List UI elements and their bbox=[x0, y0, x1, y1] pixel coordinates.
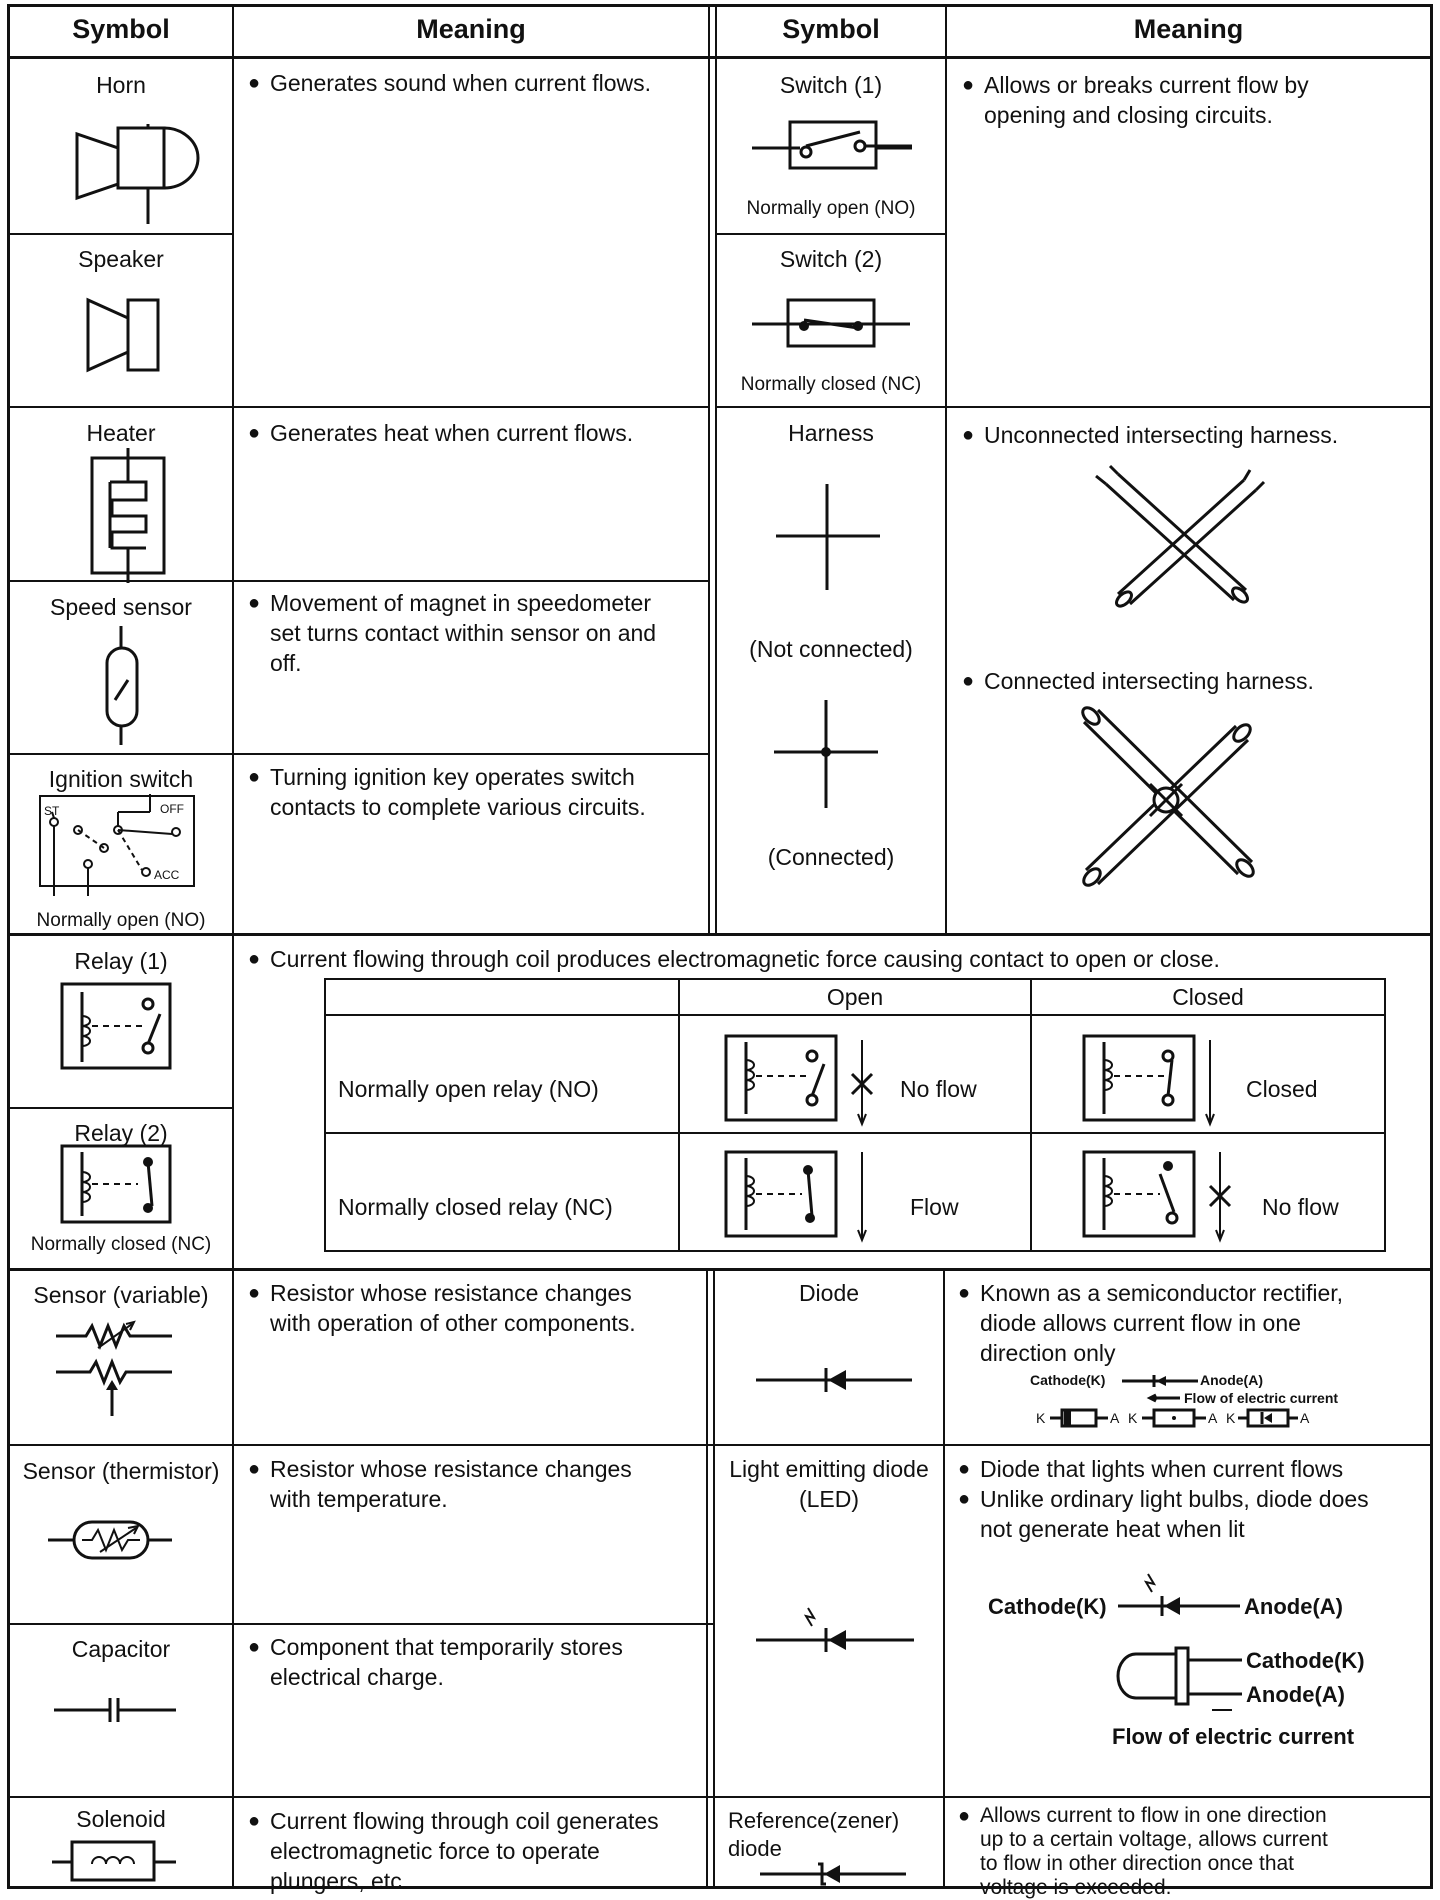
diode-flow-label: Flow of electric current bbox=[1184, 1390, 1339, 1406]
led-meaning-1: ● Diode that lights when current flows bbox=[958, 1456, 1344, 1482]
led-anode-pin: Anode(A) bbox=[1246, 1682, 1345, 1707]
heater-meaning: ● Generates heat when current flows. bbox=[248, 420, 634, 446]
header-meaning-left: Meaning bbox=[416, 14, 526, 44]
relay-intro: ● Current flowing through coil produces electromagnetic force causing contact to open or close. bbox=[248, 946, 1220, 972]
diode-k1: K bbox=[1036, 1410, 1046, 1426]
relay-col-closed: Closed bbox=[1172, 984, 1244, 1010]
relay-row-no-label: Normally open relay (NO) bbox=[338, 1076, 599, 1102]
switch2-sub: Normally closed (NC) bbox=[740, 374, 922, 395]
relay-no-closed-state: Closed bbox=[1246, 1076, 1318, 1102]
diode-label: Diode bbox=[798, 1280, 860, 1306]
thermistor-label: Sensor (thermistor) bbox=[22, 1458, 220, 1484]
switch1-sub: Normally open (NO) bbox=[746, 198, 916, 219]
ignition-st: ST bbox=[44, 804, 60, 818]
switch1-label: Switch (1) bbox=[779, 72, 883, 98]
harness-connected-meaning: ● Connected intersecting harness. bbox=[962, 668, 1314, 694]
zener-meaning: ● Allows current to flow in one direction up to a certain voltage, allows current to flow in other direction once that voltage is exceeded. bbox=[958, 1804, 1328, 1899]
relay2-label: Relay (2) bbox=[74, 1120, 168, 1146]
capacitor-label: Capacitor bbox=[71, 1636, 171, 1662]
diode-k3: K bbox=[1226, 1410, 1236, 1426]
speed-sensor-label: Speed sensor bbox=[50, 594, 192, 620]
relay-nc-closed-state: No flow bbox=[1262, 1194, 1339, 1220]
ignition-acc: ACC bbox=[154, 868, 180, 882]
relay-no-open-state: No flow bbox=[900, 1076, 977, 1102]
harness-connected-label: (Connected) bbox=[767, 844, 895, 870]
ignition-meaning: ● Turning ignition key operates switch contacts to complete various circuits. bbox=[248, 764, 646, 820]
led-cathode-pin: Cathode(K) bbox=[1246, 1648, 1365, 1673]
harness-label: Harness bbox=[788, 420, 874, 446]
speed-sensor-meaning: ● Movement of magnet in speedometer set turns contact within sensor on and off. bbox=[248, 590, 657, 676]
led-flow-label: Flow of electric current bbox=[1112, 1724, 1355, 1749]
zener-label-1: Reference(zener) bbox=[728, 1808, 900, 1833]
led-label-2: (LED) bbox=[798, 1486, 860, 1512]
solenoid-label: Solenoid bbox=[76, 1806, 166, 1832]
diode-meaning: ● Known as a semiconductor rectifier, diode allows current flow in one direction only bbox=[958, 1280, 1344, 1366]
capacitor-meaning: ● Component that temporarily stores electrical charge. bbox=[248, 1634, 623, 1690]
thermistor-meaning: ● Resistor whose resistance changes with temperature. bbox=[248, 1456, 632, 1512]
diode-a2: A bbox=[1208, 1410, 1218, 1426]
sensor-variable-meaning: ● Resistor whose resistance changes with operation of other components. bbox=[248, 1280, 636, 1336]
sensor-variable-label: Sensor (variable) bbox=[33, 1282, 209, 1308]
header-symbol-left: Symbol bbox=[72, 14, 170, 44]
ignition-off: OFF bbox=[160, 802, 184, 816]
horn-meaning: ● Generates sound when current flows. bbox=[248, 70, 651, 96]
relay-col-open: Open bbox=[826, 984, 884, 1010]
speaker-label: Speaker bbox=[78, 246, 164, 272]
diode-cathode-label: Cathode(K) bbox=[1030, 1372, 1106, 1388]
ignition-sub: Normally open (NO) bbox=[36, 910, 206, 931]
led-label-1: Light emitting diode bbox=[729, 1456, 929, 1482]
relay-row-nc-label: Normally closed relay (NC) bbox=[338, 1194, 613, 1220]
header-meaning-right: Meaning bbox=[1133, 14, 1244, 44]
relay1-label: Relay (1) bbox=[74, 948, 168, 974]
horn-label: Horn bbox=[96, 72, 146, 98]
diode-anode-label: Anode(A) bbox=[1200, 1372, 1263, 1388]
led-cathode-label: Cathode(K) bbox=[988, 1594, 1107, 1619]
switch2-label: Switch (2) bbox=[779, 246, 883, 272]
relay2-sub: Normally closed (NC) bbox=[30, 1234, 212, 1255]
relay-nc-open-state: Flow bbox=[910, 1194, 959, 1220]
diode-a3: A bbox=[1300, 1410, 1310, 1426]
switch-meaning: ● Allows or breaks current flow by opening and closing circuits. bbox=[962, 72, 1309, 128]
harness-not-connected-label: (Not connected) bbox=[749, 636, 913, 662]
header-symbol-right: Symbol bbox=[782, 14, 880, 44]
diode-a1: A bbox=[1110, 1410, 1120, 1426]
heater-label: Heater bbox=[86, 420, 156, 446]
zener-diode-icon bbox=[0, 0, 1, 1]
led-anode-label: Anode(A) bbox=[1244, 1594, 1343, 1619]
led-meaning-2: ● Unlike ordinary light bulbs, diode does not generate heat when lit bbox=[958, 1486, 1369, 1542]
ignition-label: Ignition switch bbox=[48, 766, 194, 792]
solenoid-meaning: ● Current flowing through coil generates electromagnetic force to operate plungers, etc. bbox=[248, 1808, 659, 1894]
zener-label-2: diode bbox=[728, 1836, 782, 1861]
harness-unconnected-meaning: ● Unconnected intersecting harness. bbox=[962, 422, 1339, 448]
diode-k2: K bbox=[1128, 1410, 1138, 1426]
